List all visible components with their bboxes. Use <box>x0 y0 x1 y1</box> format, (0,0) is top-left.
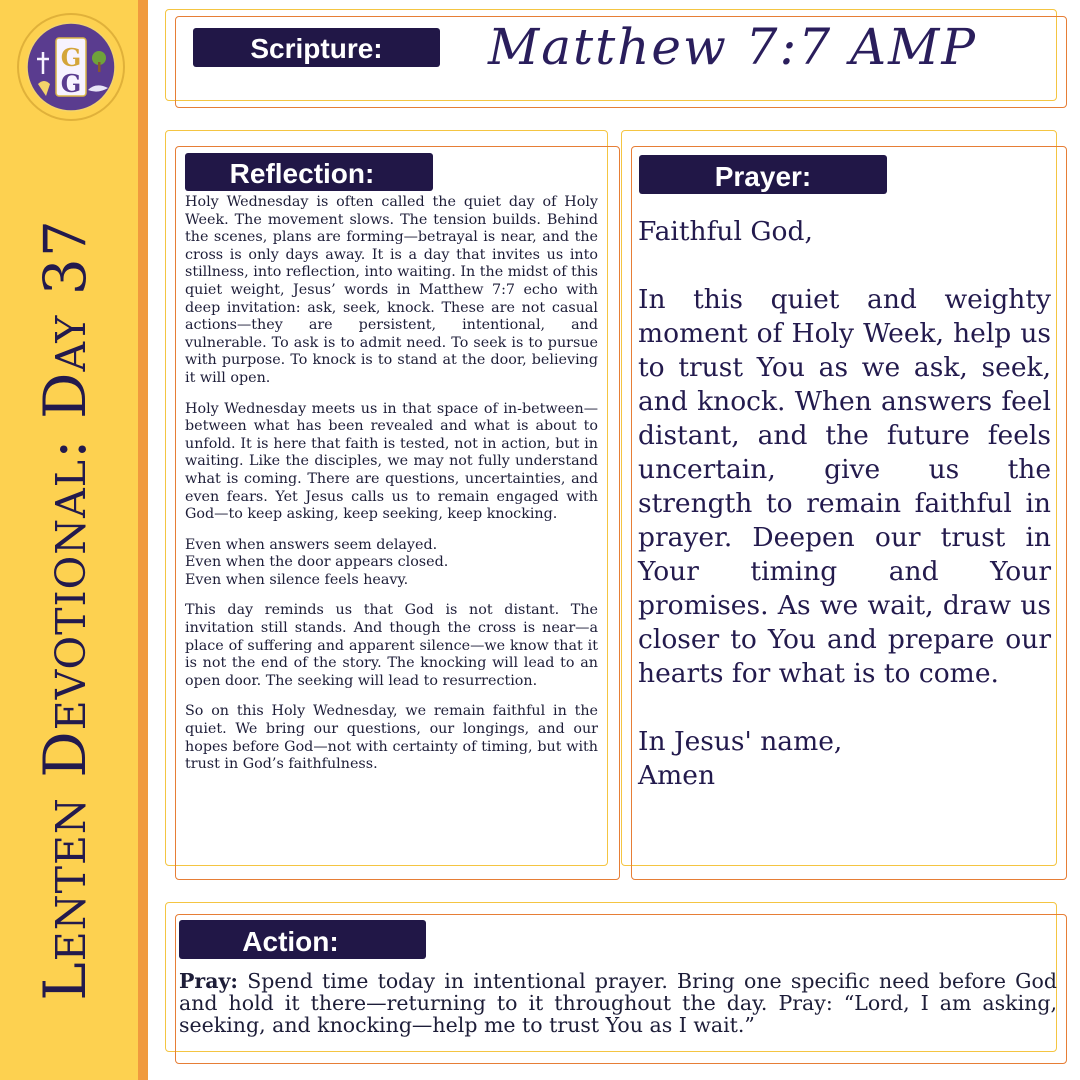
svg-text:G: G <box>60 43 82 72</box>
sidebar-edge <box>138 0 148 1080</box>
action-lead: Pray: <box>179 969 238 993</box>
reflection-paragraph: This day reminds us that God is not distant. The invitation still stands. And though the cross is near—a place of suffering and apparent silence—we know that it is not the end of the story. The knocking will lead to an open door. The seeking will lead to resurrection. <box>185 602 598 689</box>
prayer-amen: Amen <box>638 760 716 791</box>
prayer-label: Prayer: <box>639 155 887 194</box>
scripture-label: Scripture: <box>193 28 440 67</box>
prayer-closing <box>638 725 1051 793</box>
reflection-line: Even when silence feels heavy. <box>185 571 409 588</box>
scripture-reference: Matthew 7:7 AMP <box>488 18 977 76</box>
reflection-line: Even when answers seem delayed. <box>185 536 438 553</box>
reflection-paragraph: So on this Holy Wednesday, we remain faithful in the quiet. We bring our questions, our longings, and our hopes before God—not with certainty of timing, but with trust in God’s faithfulness. <box>185 703 598 773</box>
devotional-title: Lenten Devotional: Day 37 <box>31 219 99 1001</box>
reflection-line: Even when the door appears closed. <box>185 554 449 571</box>
prayer-body: In this quiet and weighty moment of Holy Week, help us to trust You as we ask, seek, and knock. When answers feel distant, and the future feels uncertain, give us the strength to remain faithful in prayer. Deepen our trust in Your timing and Your promises. As we wait, draw us closer to You and prepare our hearts for what is to come. <box>638 284 1051 689</box>
church-logo <box>16 12 126 122</box>
action-label: Action: <box>179 920 426 959</box>
prayer-greeting: Faithful God, <box>638 216 813 247</box>
reflection-lines <box>185 537 598 590</box>
prayer-closing-line: In Jesus' name, <box>638 726 843 757</box>
reflection-paragraph: Holy Wednesday meets us in that space of in-between—between what has been revealed and what is about to unfold. It is here that faith is tested, not in action, but in waiting. Like the disciples, we may not fully understand what is coming. There are questions, uncertainties, and even fears. Yet Jesus calls us to remain engaged with God—to keep asking, keep seeking, keep knocking. <box>185 400 598 523</box>
reflection-paragraph: Holy Wednesday is often called the quiet day of Holy Week. The movement slows. The tension builds. Behind the scenes, plans are forming—betrayal is near, and the cross is only days away. It is a day that invites us into stillness, into reflection, into waiting. In the midst of this quiet weight, Jesus’ words in Matthew 7:7 echo with deep invitation: ask, seek, knock. These are not casual actions—they are persistent, intentional, and vulnerable. To ask is to admit need. To seek is to pursue with purpose. To knock is to stand at the door, believing it will open. <box>185 194 598 386</box>
svg-text:G: G <box>60 69 82 98</box>
prayer-text <box>638 215 1051 793</box>
action-text <box>179 970 1057 1036</box>
reflection-label: Reflection: <box>185 153 433 191</box>
action-body: Spend time today in intentional prayer. Bring one specific need before God and hold it there—returning to it throughout the day. Pray: “Lord, I am asking, seeking, and knocking—help me to trust You as I wait.” <box>179 969 1057 1037</box>
reflection-text <box>185 194 598 787</box>
